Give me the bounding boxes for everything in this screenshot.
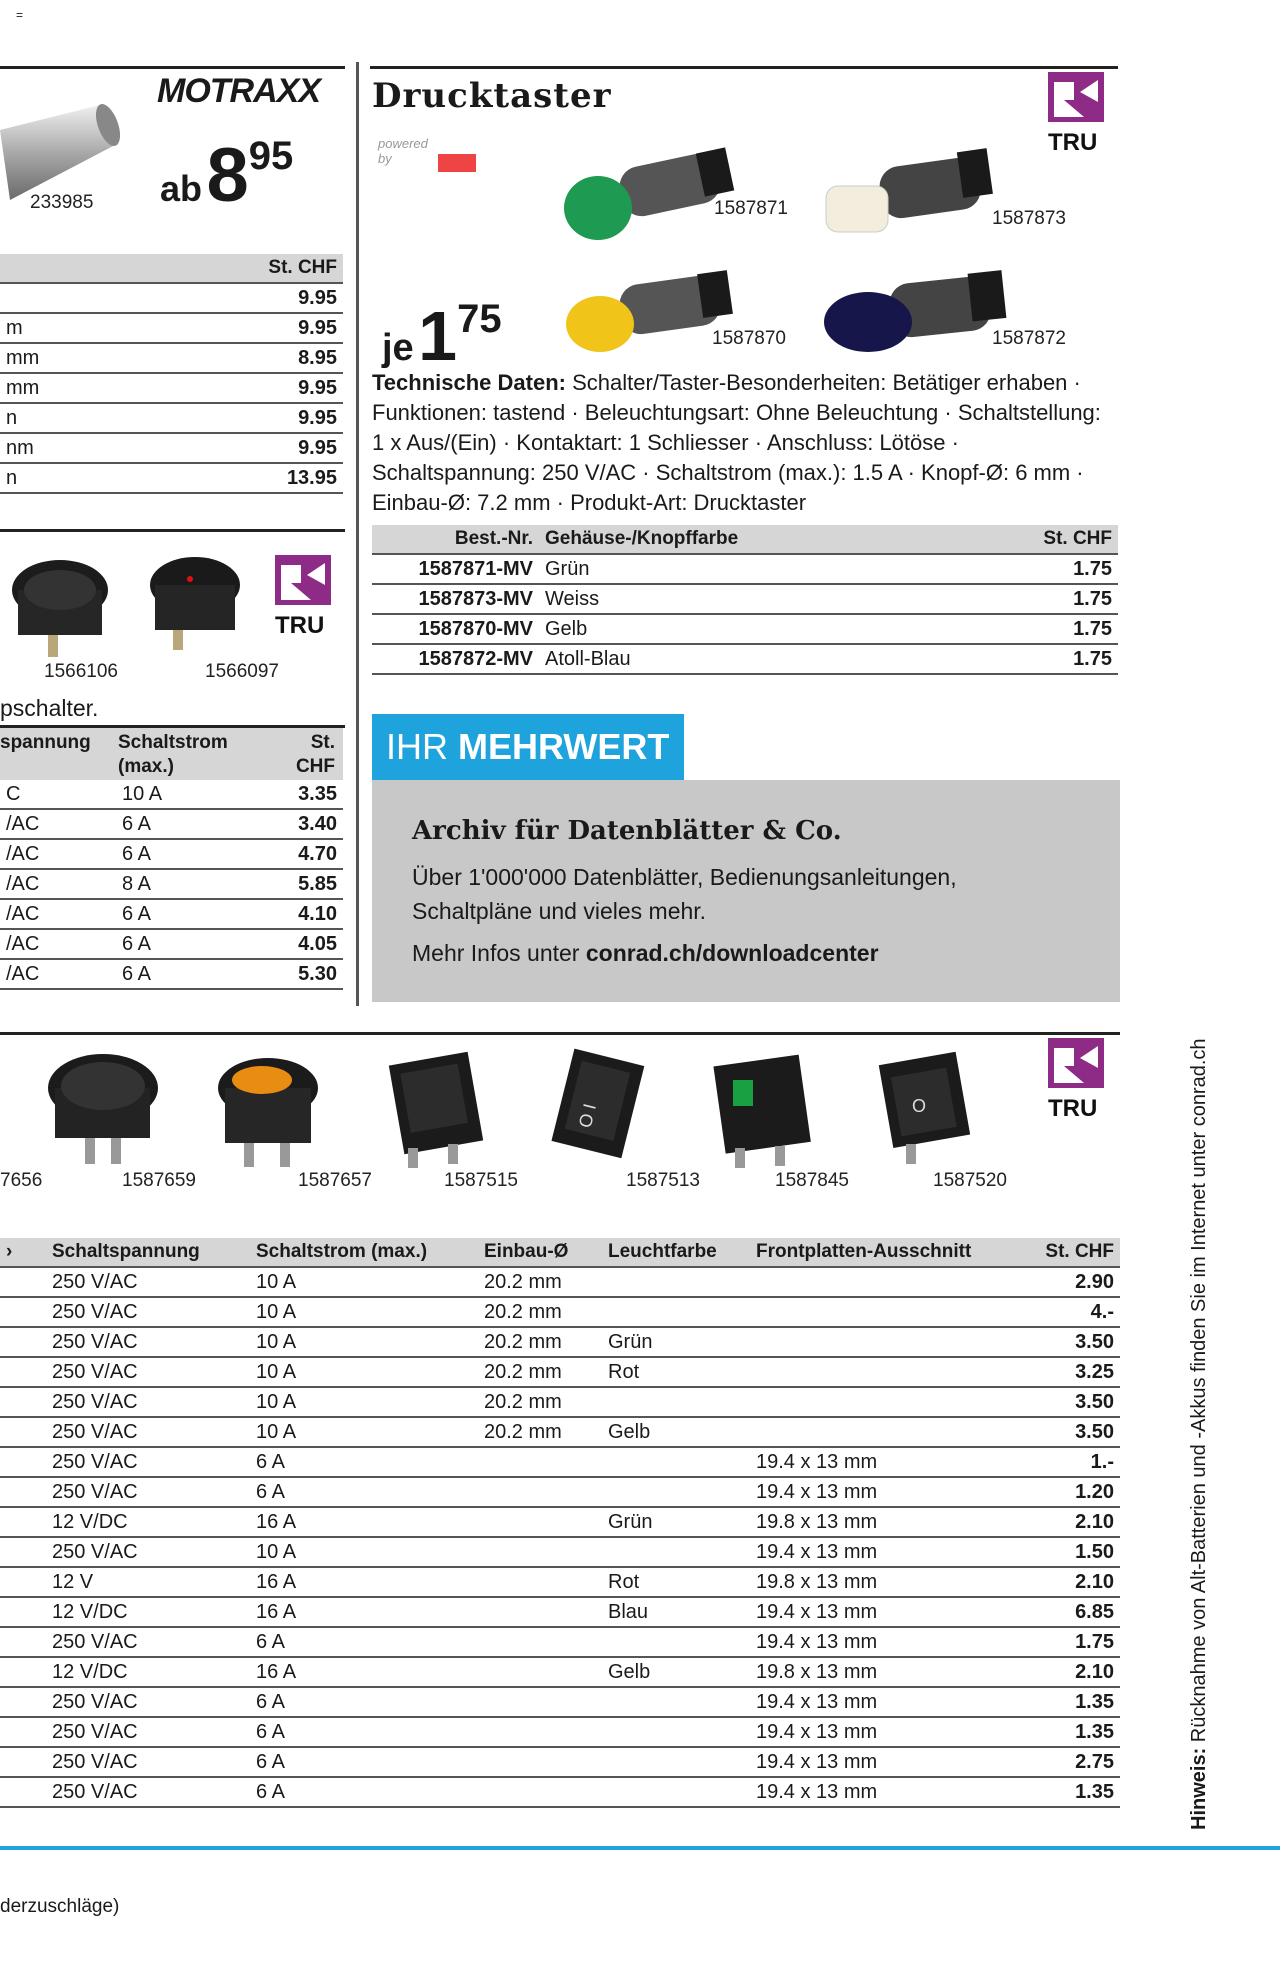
table-row: 250 V/AC 10 A 19.4 x 13 mm 1.50: [0, 1537, 1120, 1567]
table-row: 12 V/DC 16 A Grün 19.8 x 13 mm 2.10: [0, 1507, 1120, 1537]
table-row: 250 V/AC 6 A 19.4 x 13 mm 1.35: [0, 1777, 1120, 1807]
table-row: 250 V/AC 6 A 19.4 x 13 mm 1.-: [0, 1447, 1120, 1477]
table-row: mm 9.95: [0, 373, 343, 403]
table-row: 1587871-MV Grün 1.75: [372, 554, 1118, 584]
table-row: 12 V 16 A Rot 19.8 x 13 mm 2.10: [0, 1567, 1120, 1597]
table-row: m 9.95: [0, 313, 343, 343]
table-row: /AC 8 A 5.85: [0, 869, 343, 899]
tru-logo-icon: [1048, 72, 1118, 154]
col-header-mount: Einbau-Ø: [478, 1238, 602, 1267]
rocker-round-section: [0, 525, 345, 1005]
article-number: 1587659: [122, 1170, 196, 1191]
table-row: 250 V/AC 6 A 19.4 x 13 mm 1.20: [0, 1477, 1120, 1507]
table-row: 250 V/AC 10 A 20.2 mm Gelb 3.50: [0, 1417, 1120, 1447]
footer-rule: [0, 1846, 1280, 1850]
col-header-price-line1: St.: [310, 732, 335, 753]
bottom-switches-table: [0, 1238, 1120, 1808]
table-row: C 10 A 3.35: [0, 780, 343, 809]
col-header-price: St. CHF: [1020, 1238, 1120, 1267]
tru-text: TRU: [275, 612, 325, 637]
tru-logo-icon: [275, 555, 345, 637]
table-row: n 9.95: [0, 403, 343, 433]
col-header-color: Gehäuse-/Knopffarbe: [539, 525, 955, 554]
technical-data: [372, 368, 1117, 518]
downloadcenter-link[interactable]: conrad.ch/downloadcenter: [585, 940, 879, 966]
table-row: 250 V/AC 10 A 20.2 mm 2.90: [0, 1267, 1120, 1297]
table-row: nm 9.95: [0, 433, 343, 463]
article-number: 233985: [30, 192, 94, 213]
motraxx-table: [0, 254, 343, 494]
table-row: 250 V/AC 10 A 20.2 mm 4.-: [0, 1297, 1120, 1327]
price-prefix: ab: [160, 168, 203, 209]
drucktaster-table: [372, 525, 1118, 675]
table-row: 12 V/DC 16 A Blau 19.4 x 13 mm 6.85: [0, 1597, 1120, 1627]
brand-logo: MOTRAXX: [157, 72, 320, 110]
sponsor-logo: [438, 154, 476, 172]
col-header-price: St. CHF: [262, 254, 343, 283]
price-cents: 75: [457, 297, 502, 341]
table-row: 250 V/AC 10 A 20.2 mm Grün 3.50: [0, 1327, 1120, 1357]
article-number: 1587871: [714, 198, 788, 219]
mehrwert-text: Über 1'000'000 Datenblätter, Bedienungsanleitungen, Schaltpläne und vieles mehr.: [412, 864, 957, 924]
rocker-round-table: [0, 780, 343, 990]
table-row: 250 V/AC 6 A 19.4 x 13 mm 1.75: [0, 1627, 1120, 1657]
switch-image-rect-3: [866, 1048, 981, 1173]
table-row: 250 V/AC 6 A 19.4 x 13 mm 1.35: [0, 1717, 1120, 1747]
tech-label: Technische Daten:: [372, 370, 566, 395]
footer-text: derzuschläge): [0, 1896, 120, 1917]
col-header-price: St. CHF: [955, 525, 1118, 554]
switch-image-2: [145, 555, 245, 665]
side-note: Hinweis: Rücknahme von Alt-Batterien und -Akkus finden Sie im Internet unter conrad.ch: [1188, 1038, 1210, 1830]
col-header-cutout: Frontplatten-Ausschnitt: [750, 1238, 1020, 1267]
switch-image-green: [705, 1048, 820, 1173]
switch-image-1: [10, 555, 120, 665]
price-tag: [160, 132, 293, 219]
col-header-prefix: ›: [0, 1238, 46, 1267]
table-row: 250 V/AC 6 A 19.4 x 13 mm 2.75: [0, 1747, 1120, 1777]
price-main: 1: [418, 297, 458, 375]
svg-text:I O: I O: [574, 1101, 600, 1130]
price-tag: [382, 296, 502, 376]
column-divider: [356, 62, 359, 1006]
table-row: /AC 6 A 4.05: [0, 929, 343, 959]
corner-mark: =: [16, 8, 24, 22]
table-row: /AC 6 A 3.40: [0, 809, 343, 839]
article-number: 1587872: [992, 328, 1066, 349]
col-header-current-line2: (max.): [118, 756, 174, 777]
bottom-switches-section: [0, 1030, 1122, 1830]
article-number: 1566106: [44, 661, 118, 682]
tru-logo-icon: [1048, 1038, 1118, 1120]
tech-text: Schalter/Taster-Besonderheiten: Betätiger erhaben · Funktionen: tastend · Beleuchtungsart: Ohne Beleuchtung · Schaltstellung: 1 x Aus/(Ein) · Kontaktart: 1 Schliesser · Anschluss: Lötöse · Schaltspannung: 250 V/AC · Schaltstrom (max.): 1.5 A · Knopf-Ø: 6 mm · Einbau-Ø: 7.2 mm · Produkt-Art: Drucktaster: [372, 370, 1101, 515]
col-header-voltage: spannung: [0, 732, 91, 753]
motraxx-section: [0, 60, 345, 500]
table-row: /AC 6 A 4.70: [0, 839, 343, 869]
col-header-current-line1: Schaltstrom: [118, 732, 228, 753]
article-number: 1587657: [298, 1170, 372, 1191]
table-row: 250 V/AC 10 A 20.2 mm 3.50: [0, 1387, 1120, 1417]
article-number: 1587520: [933, 1170, 1007, 1191]
mehrwert-box: [372, 714, 1120, 1004]
price-prefix: je: [382, 327, 414, 369]
col-header-order-no: Best.-Nr.: [372, 525, 539, 554]
switch-image-round-black: [45, 1048, 160, 1173]
col-header-voltage: Schaltspannung: [46, 1238, 250, 1267]
col-header-current: Schaltstrom (max.): [250, 1238, 478, 1267]
mehrwert-badge: IHR MEHRWERT: [372, 714, 684, 780]
table-row: /AC 6 A 4.10: [0, 899, 343, 929]
col-header-light: Leuchtfarbe: [602, 1238, 750, 1267]
powered-by-label: powered by: [378, 136, 428, 166]
article-number: 1587870: [712, 328, 786, 349]
article-number: 1587873: [992, 208, 1066, 229]
table-row: n 13.95: [0, 463, 343, 493]
table-row: mm 8.95: [0, 343, 343, 373]
switch-image-rect-1: [378, 1048, 493, 1173]
article-number: 7656: [0, 1170, 43, 1191]
table-row: /AC 6 A 5.30: [0, 959, 343, 989]
article-number: 1587515: [444, 1170, 518, 1191]
section-title: Drucktaster: [372, 76, 612, 116]
article-number: 1566097: [205, 661, 279, 682]
table-header: [0, 728, 343, 780]
price-main: 8: [206, 133, 249, 218]
article-number: 1587845: [775, 1170, 849, 1191]
motor-tool-image: [0, 90, 130, 250]
table-row: 9.95: [0, 283, 343, 313]
table-row: 1587873-MV Weiss 1.75: [372, 584, 1118, 614]
article-number: 1587513: [626, 1170, 700, 1191]
svg-text:TRU: TRU: [1048, 1095, 1098, 1120]
mehrwert-more: Mehr Infos unter conrad.ch/downloadcenter: [412, 940, 879, 966]
table-row: 1587870-MV Gelb 1.75: [372, 614, 1118, 644]
drucktaster-section: [370, 60, 1120, 690]
caption: pschalter.: [0, 695, 99, 721]
table-row: 12 V/DC 16 A Gelb 19.8 x 13 mm 2.10: [0, 1657, 1120, 1687]
mehrwert-title: Archiv für Datenblätter & Co.: [412, 816, 842, 846]
col-header-price-line2: CHF: [295, 756, 335, 777]
switch-image-round-orange: [210, 1048, 325, 1173]
table-row: 250 V/AC 6 A 19.4 x 13 mm 1.35: [0, 1687, 1120, 1717]
price-cents: 95: [248, 134, 294, 178]
table-row: 1587872-MV Atoll-Blau 1.75: [372, 644, 1118, 674]
svg-text:O: O: [912, 1096, 927, 1116]
table-row: 250 V/AC 10 A 20.2 mm Rot 3.25: [0, 1357, 1120, 1387]
switch-image-rect-2: [540, 1048, 655, 1173]
svg-text:TRU: TRU: [1048, 129, 1098, 154]
